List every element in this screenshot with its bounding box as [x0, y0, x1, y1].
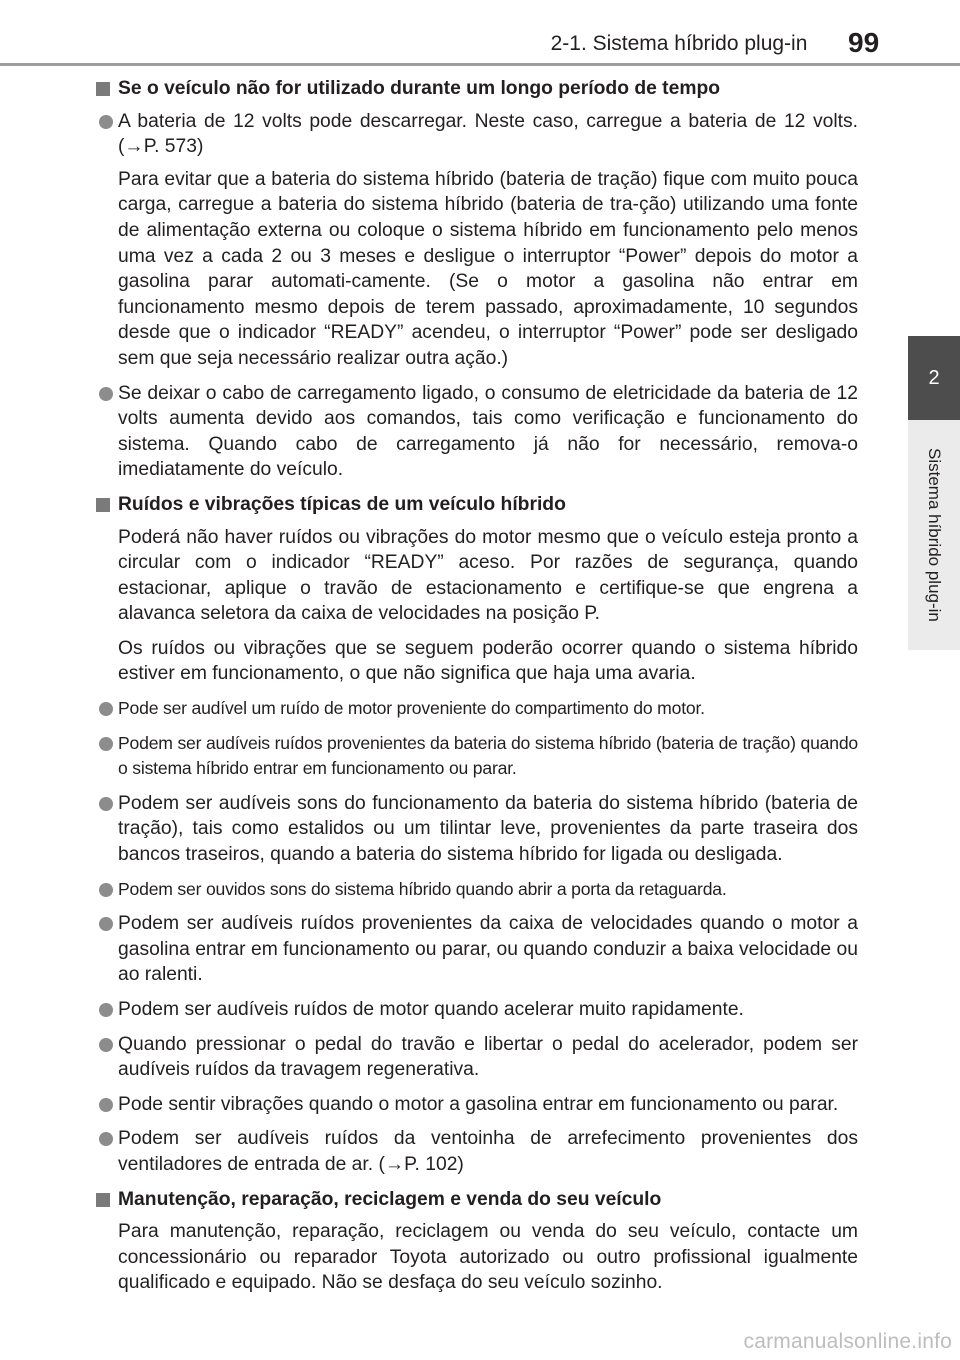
bullet-item — [96, 731, 858, 782]
header-divider — [0, 63, 960, 66]
square-bullet-icon — [96, 1193, 110, 1207]
bullet-item-text: Podem ser audíveis ruídos provenientes da caixa de velocidades quando o motor a gasolina entrar em funcionamento ou parar, ou quando conduzir a baixa velocidade ou ao ralenti. — [118, 913, 858, 986]
bullet-item — [96, 1032, 858, 1083]
bullet-item-text: Podem ser ouvidos sons do sistema híbrido quando abrir a porta da retaguarda. — [118, 878, 727, 899]
round-bullet-icon — [99, 737, 113, 751]
round-bullet-icon — [99, 1038, 113, 1052]
header-section-title: 2-1. Sistema híbrido plug-in — [550, 32, 808, 55]
section-heading — [96, 76, 858, 102]
round-bullet-icon — [99, 115, 113, 129]
round-bullet-icon — [99, 387, 113, 401]
bullet-item-text: Podem ser audíveis ruídos provenientes da bateria do sistema híbrido (bateria de tração) quando o sistema híbrido entrar em funcionamento ou parar. — [118, 732, 858, 779]
section-heading-text: Se o veículo não for utilizado durante um longo período de tempo — [118, 78, 721, 99]
round-bullet-icon — [99, 917, 113, 931]
bullet-item-text: Podem ser audíveis ruídos de motor quando acelerar muito rapidamente. — [118, 999, 744, 1020]
round-bullet-icon — [99, 1003, 113, 1017]
bullet-item — [96, 381, 858, 483]
bullet-sub-paragraph: Para evitar que a bateria do sistema híbrido (bateria de tração) fique com muito pouca carga, carregue a bateria do sistema híbrido (bateria de tra-ção) utilizando uma fonte de alimentação externa ou coloque o sistema híbrido em funcionamento pelo menos uma vez a cada 2 ou 3 meses e desligue o interruptor “Power” depois do motor a gasolina parar automati-camente. (Se o motor a gasolina não entrar em funcionamento mesmo depois de terem passado, aproximadamente, 10 segundos desde que o indicador “READY” acendeu, o interruptor “Power” pode ser desligado sem que seja necessário realizar outra ação.) — [118, 168, 858, 369]
bullet-item — [96, 1092, 858, 1118]
round-bullet-icon — [99, 883, 113, 897]
round-bullet-icon — [99, 1132, 113, 1146]
bullet-item-text: Podem ser audíveis ruídos da ventoinha de arrefecimento provenientes dos ventiladores de entrada de ar. (→P. 102) — [118, 1128, 858, 1175]
bullet-item — [96, 997, 858, 1023]
bullet-item-text: Pode ser audível um ruído de motor proveniente do compartimento do motor. — [118, 698, 705, 719]
round-bullet-icon — [99, 702, 113, 716]
square-bullet-icon — [96, 498, 110, 512]
chapter-tab-label: Sistema híbrido plug-in — [925, 448, 944, 622]
bullet-item — [96, 877, 858, 903]
section-heading — [96, 1187, 858, 1213]
section-paragraph: Os ruídos ou vibrações que se seguem poderão ocorrer quando o sistema híbrido estiver em funcionamento, o que não significa que haja uma avaria. — [118, 637, 858, 685]
chapter-tab-number: 2 — [908, 336, 960, 420]
bullet-item-text: Quando pressionar o pedal do travão e libertar o pedal do acelerador, podem ser audíveis ruídos da travagem regenerativa. — [118, 1033, 858, 1081]
round-bullet-icon — [99, 797, 113, 811]
section-heading-text: Ruídos e vibrações típicas de um veículo híbrido — [118, 493, 566, 515]
watermark: carmanualsonline.info — [743, 1330, 952, 1353]
bullet-item — [96, 109, 858, 160]
bullet-item — [96, 911, 858, 988]
bullet-item-text: Podem ser audíveis sons do funcionamento da bateria do sistema híbrido (bateria de tração), tais como estalidos ou um tilintar leve, provenientes da parte traseira dos bancos traseiros, quando a bateria do sistema híbrido for ligada ou desligada. — [118, 792, 858, 866]
square-bullet-icon — [96, 82, 110, 96]
bullet-item — [96, 1126, 858, 1177]
bullet-item-text: Se deixar o cabo de carregamento ligado, o consumo de eletricidade da bateria de 12 volts aumenta devido aos comandos, tais como verificação e funcionamento do sistema. Quando cabo de carregamento já não for necessário, remova-o imediatamente do veículo. — [118, 382, 858, 481]
bullet-item-text: Pode sentir vibrações quando o motor a gasolina entrar em funcionamento ou parar. — [118, 1093, 839, 1115]
section-heading-text: Manutenção, reparação, reciclagem e venda do seu veículo — [118, 1188, 662, 1210]
round-bullet-icon — [99, 1098, 113, 1112]
section-paragraph: Poderá não haver ruídos ou vibrações do motor mesmo que o veículo esteja pronto a circular com o indicador “READY” aceso. Por razões de segurança, quando estacionar, aplique o travão de estacionamento e certifique-se que engrena a alavanca seletora da caixa de velocidades na posição P. — [118, 526, 858, 625]
section-heading — [96, 492, 858, 518]
section-paragraph: Para manutenção, reparação, reciclagem ou venda do seu veículo, contacte um concessionário ou reparador Toyota autorizado ou outro profissional igualmente qualificado e equipado. Não se desfaça do seu veículo sozinho. — [118, 1221, 858, 1294]
bullet-item-text: A bateria de 12 volts pode descarregar. Neste caso, carregue a bateria de 12 volts. (→P. 573) — [118, 110, 858, 158]
bullet-item — [96, 791, 858, 868]
page-number: 99 — [848, 27, 880, 58]
page-content — [96, 76, 858, 1305]
bullet-item — [96, 696, 858, 722]
